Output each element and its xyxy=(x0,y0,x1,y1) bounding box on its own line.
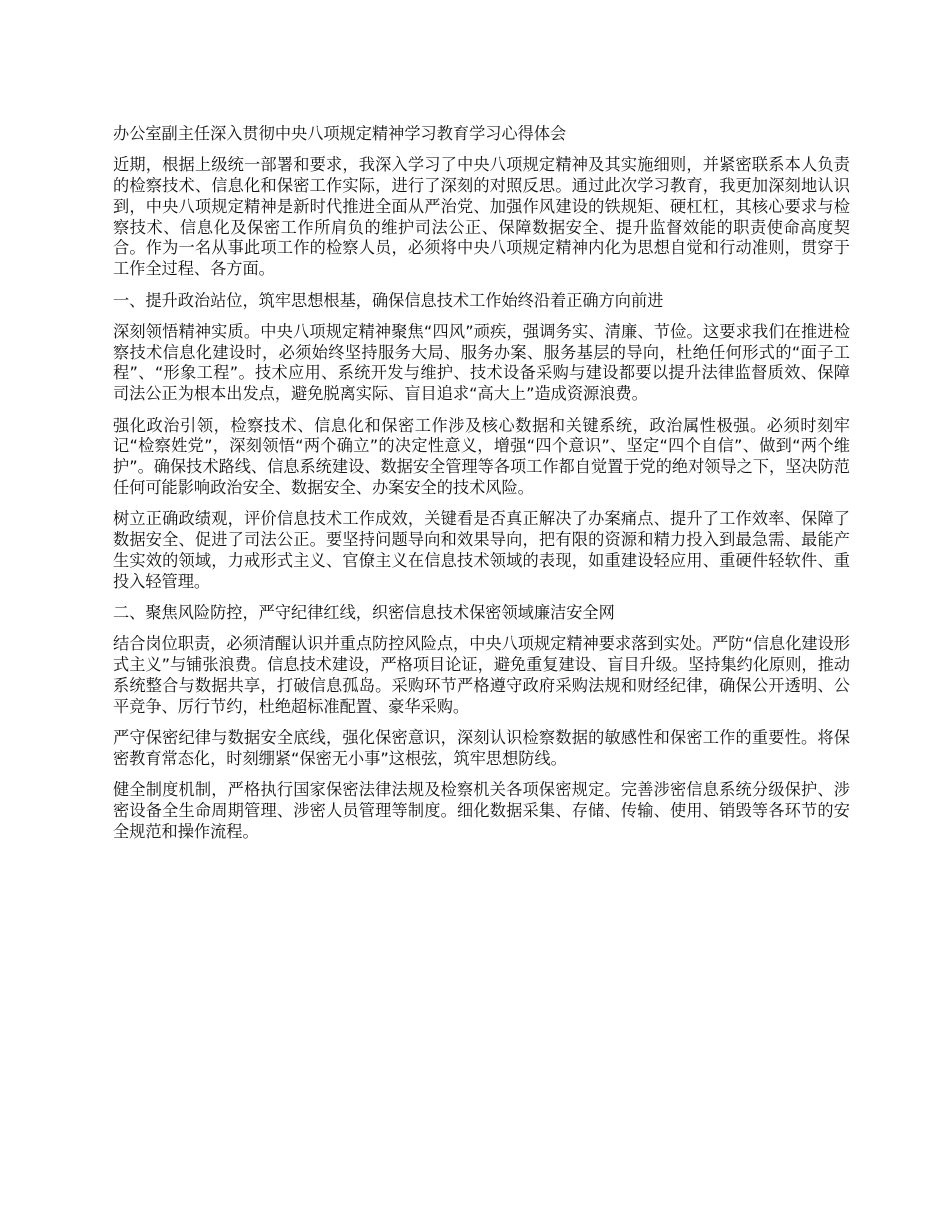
document-title: 办公室副主任深入贯彻中央八项规定精神学习教育学习心得体会 xyxy=(113,124,567,143)
document-page xyxy=(113,124,850,853)
section-2-heading: 二、聚焦风险防控，严守纪律红线，织密信息技术保密领域廉洁安全网 xyxy=(113,602,615,622)
intro-paragraph: 近期，根据上级统一部署和要求，我深入学习了中央八项规定精神及其实施细则，并紧密联系本人负责的检察技术、信息化和保密工作实际，进行了深刻的对照反思。通过此次学习教育，我更加深刻地认识到，中央八项规定精神是新时代推进全面从严治党、加强作风建设的铁规矩、硬杠杠，其核心要求与检察技术、信息化及保密工作所肩负的维护司法公正、保障数据安全、提升监督效能的职责使命高度契合。作为一名从事此项工作的检察人员，必须将中央八项规定精神内化为思想自觉和行动准则，贯穿于工作全过程、各方面。 xyxy=(113,155,850,279)
section-1-heading: 一、提升政治站位，筑牢思想根基，确保信息技术工作始终沿着正确方向前进 xyxy=(113,290,664,310)
section-2-paragraph-3: 健全制度机制，严格执行国家保密法律法规及检察机关各项保密规定。完善涉密信息系统分级保护、涉密设备全生命周期管理、涉密人员管理等制度。细化数据采集、存储、传输、使用、销毁等各环节的安全规范和操作流程。 xyxy=(113,780,850,841)
section-2-paragraph-1: 结合岗位职责，必须清醒认识并重点防控风险点，中央八项规定精神要求落到实处。严防“信息化建设形式主义”与铺张浪费。信息技术建设，严格项目论证，避免重复建设、盲目升级。坚持集约化原则，推动系统整合与数据共享，打破信息孤岛。采购环节严格遵守政府采购法规和财经纪律，确保公开透明、公平竞争、厉行节约，杜绝超标准配置、豪华采购。 xyxy=(113,634,850,716)
section-2-paragraph-2: 严守保密纪律与数据安全底线，强化保密意识，深刻认识检察数据的敏感性和保密工作的重要性。将保密教育常态化，时刻绷紧“保密无小事”这根弦，筑牢思想防线。 xyxy=(113,727,850,768)
section-1-paragraph-2: 强化政治引领，检察技术、信息化和保密工作涉及核心数据和关键系统，政治属性极强。必须时刻牢记“检察姓党”，深刻领悟“两个确立”的决定性意义，增强“四个意识”、坚定“四个自信”、做到“两个维护”。确保技术路线、信息系统建设、数据安全管理等各项工作都自觉置于党的绝对领导之下，坚决防范任何可能影响政治安全、数据安全、办案安全的技术风险。 xyxy=(113,415,850,497)
section-1-paragraph-1: 深刻领悟精神实质。中央八项规定精神聚焦“四风”顽疾，强调务实、清廉、节俭。这要求我们在推进检察技术信息化建设时，必须始终坚持服务大局、服务办案、服务基层的导向，杜绝任何形式的“面子工程”、“形象工程”。技术应用、系统开发与维护、技术设备采购与建设都要以提升法律监督质效、保障司法公正为根本出发点，避免脱离实际、盲目追求“高大上”造成资源浪费。 xyxy=(113,321,850,404)
section-1-paragraph-3: 树立正确政绩观，评价信息技术工作成效，关键看是否真正解决了办案痛点、提升了工作效率、保障了数据安全、促进了司法公正。要坚持问题导向和效果导向，把有限的资源和精力投入到最急需、最能产生实效的领域，力戒形式主义、官僚主义在信息技术领域的表现，如重建设轻应用、重硬件轻软件、重投入轻管理。 xyxy=(113,509,850,591)
